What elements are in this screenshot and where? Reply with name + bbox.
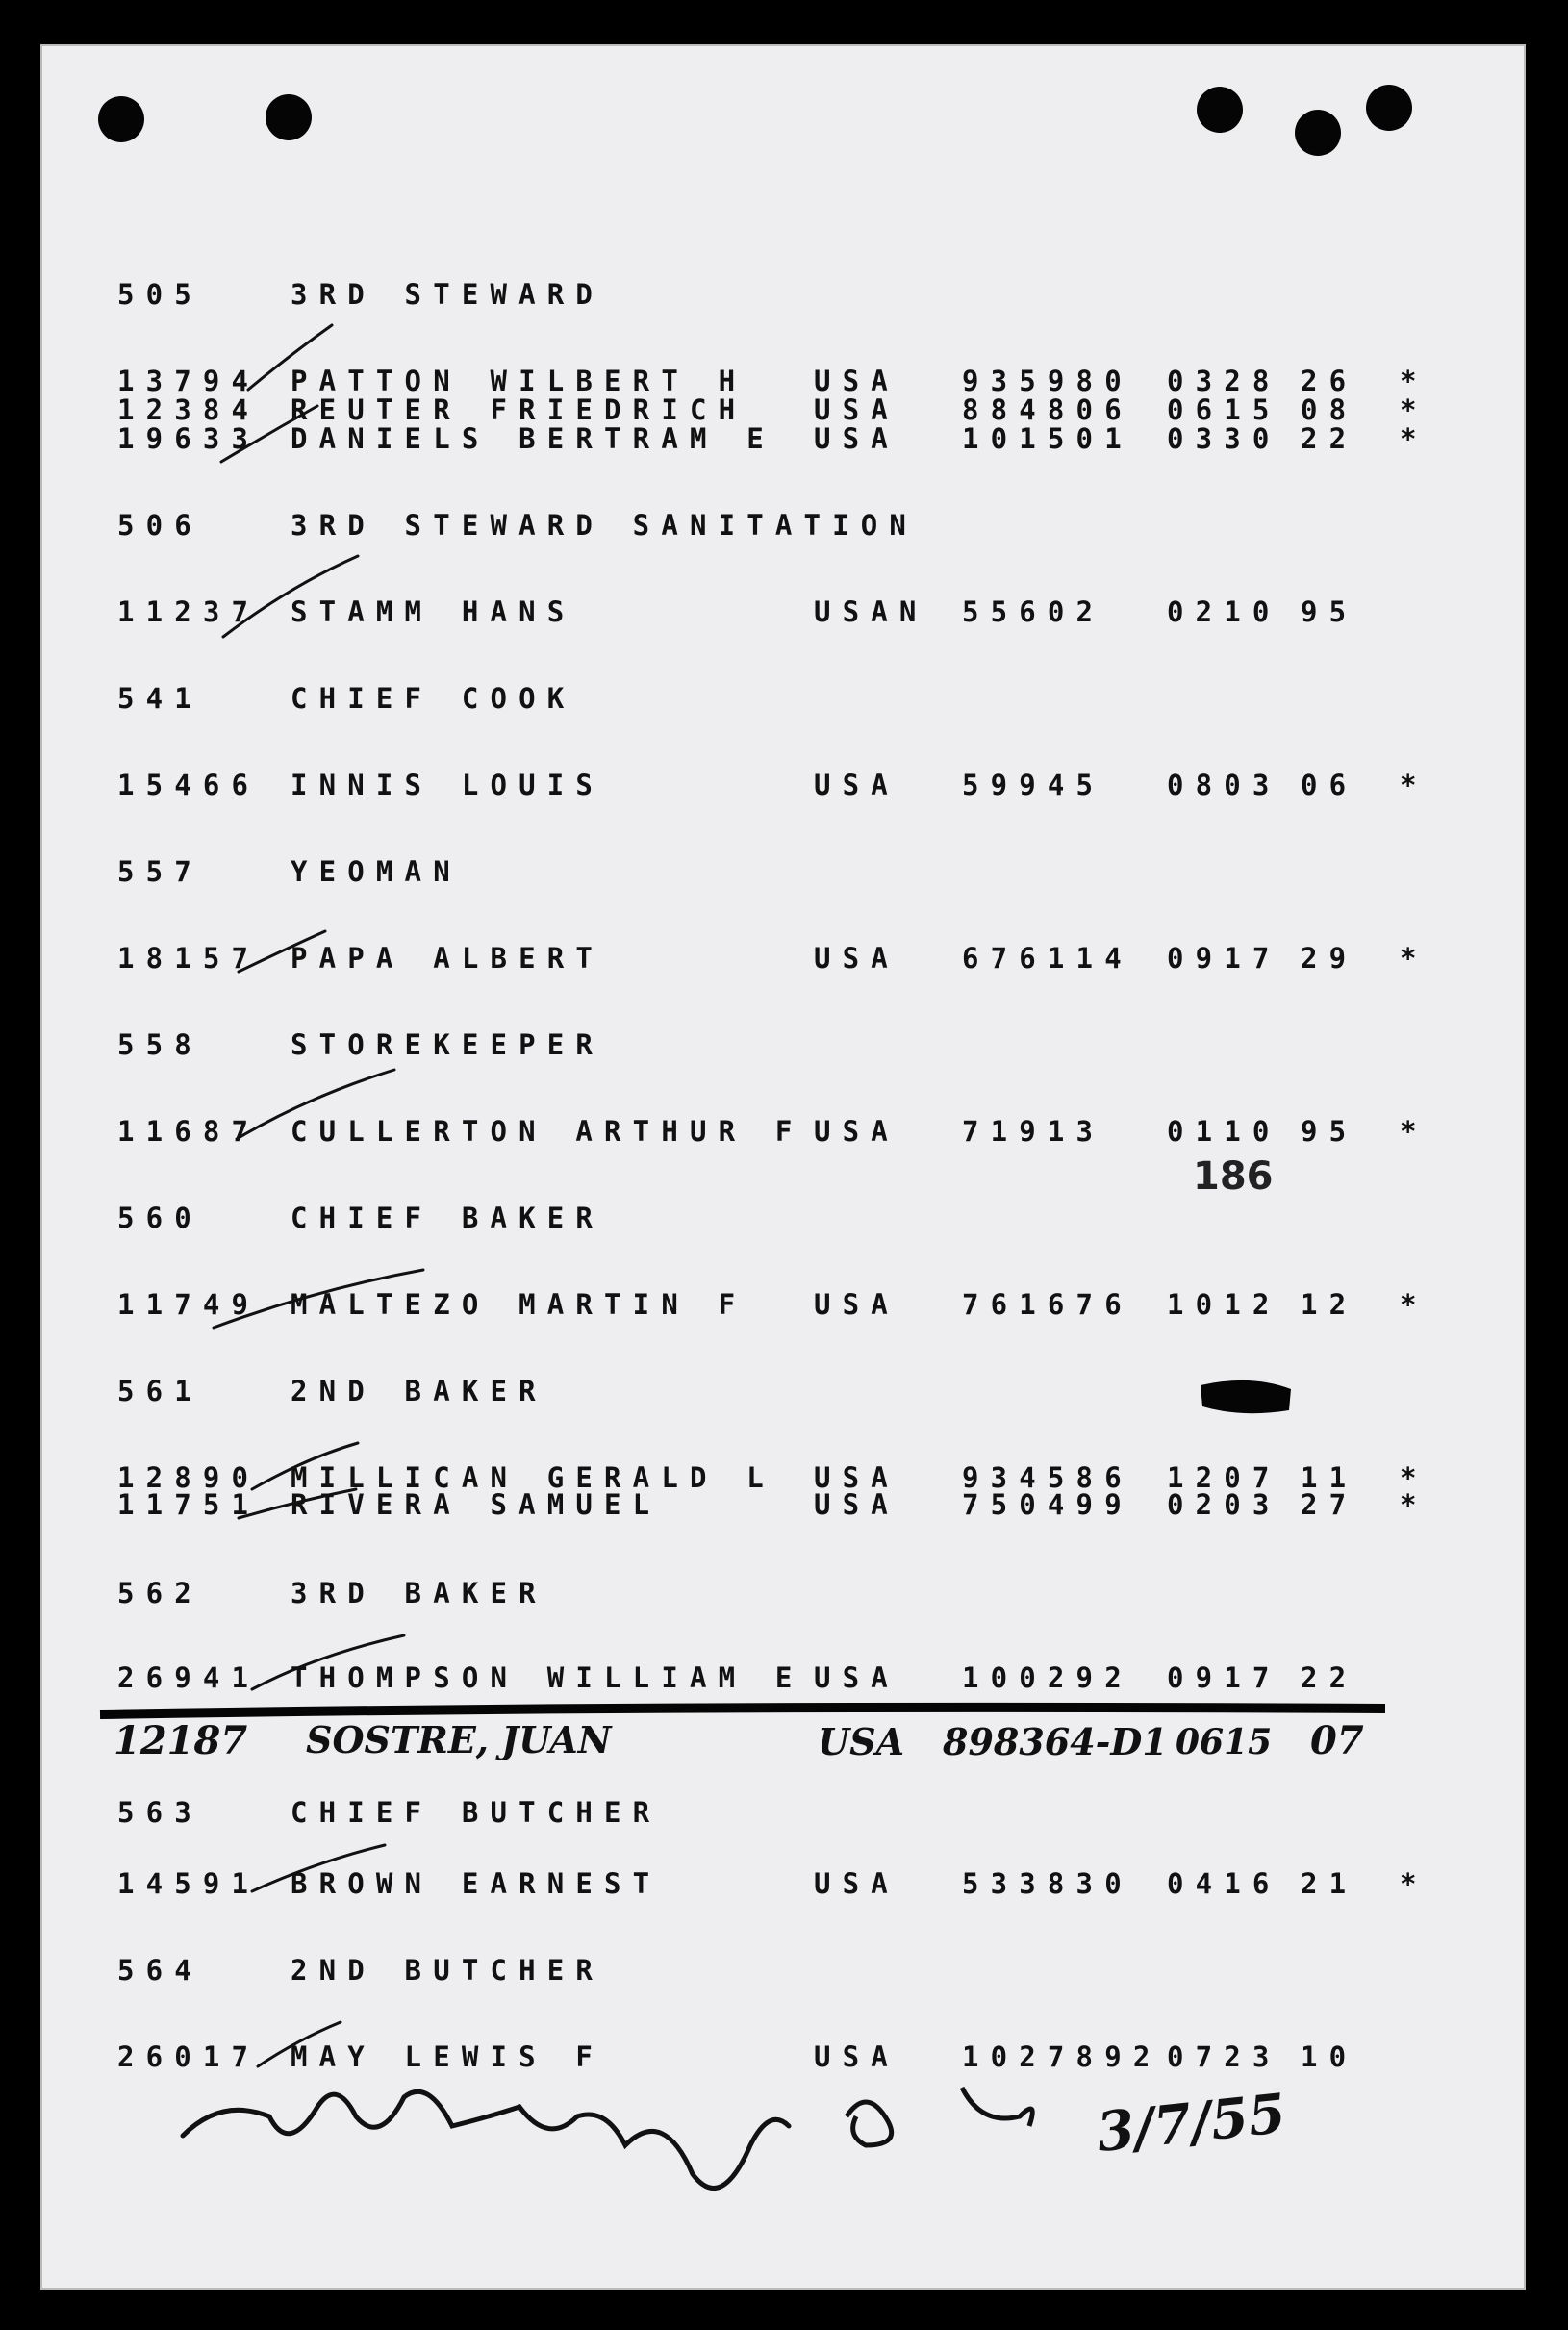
- check-mark: [237, 1070, 394, 1139]
- crew-name: STAMM HANS: [291, 595, 576, 628]
- crew-mark: *: [1400, 1115, 1417, 1148]
- crew-mark: *: [1400, 1867, 1417, 1900]
- ink-blot: [1201, 1380, 1291, 1413]
- crew-amount: 27: [1301, 1488, 1358, 1521]
- section-code: 557: [117, 855, 203, 888]
- signature: [183, 2091, 789, 2188]
- handwritten-amt: 07: [1310, 1718, 1364, 1763]
- section-code: 506: [117, 509, 203, 542]
- crew-name: PATTON WILBERT H: [291, 365, 747, 397]
- crew-date: 0203: [1167, 1488, 1281, 1521]
- crew-nationality: USA: [814, 365, 899, 397]
- handwritten-id: 12187: [114, 1718, 248, 1763]
- check-mark: [258, 2022, 341, 2066]
- strike-line: [100, 1708, 1385, 1714]
- check-mark: [252, 1443, 358, 1489]
- crew-date: 0416: [1167, 1867, 1281, 1900]
- crew-number: 676114: [962, 942, 1133, 975]
- crew-id: 26017: [117, 2040, 261, 2073]
- crew-amount: 08: [1301, 393, 1358, 426]
- crew-number: 71913: [962, 1115, 1105, 1148]
- crew-name: MAY LEWIS F: [291, 2040, 605, 2073]
- crew-name: THOMPSON WILLIAM E: [291, 1661, 804, 1694]
- crew-id: 12384: [117, 393, 261, 426]
- crew-id: 11751: [117, 1488, 261, 1521]
- crew-date: 0803: [1167, 769, 1281, 801]
- crew-id: 11687: [117, 1115, 261, 1148]
- crew-nationality: USA: [814, 942, 899, 975]
- crew-number: 100292: [962, 1661, 1133, 1694]
- crew-name: BROWN EARNEST: [291, 1867, 662, 1900]
- section-title: 2ND BAKER: [291, 1375, 547, 1407]
- section-title: STOREKEEPER: [291, 1028, 605, 1061]
- crew-date: 0330: [1167, 422, 1281, 455]
- crew-id: 26941: [117, 1661, 261, 1694]
- signature-date: 3/7/55: [1094, 2081, 1289, 2165]
- check-mark: [214, 1270, 423, 1328]
- crew-id: 14591: [117, 1867, 261, 1900]
- crew-nationality: USA: [814, 422, 899, 455]
- crew-name: INNIS LOUIS: [291, 769, 605, 801]
- section-title: YEOMAN: [291, 855, 462, 888]
- crew-mark: *: [1400, 393, 1417, 426]
- crew-date: 0723: [1167, 2040, 1281, 2073]
- crew-date: 0328: [1167, 365, 1281, 397]
- handwritten-num: 898364-D1: [943, 1720, 1168, 1763]
- crew-name: DANIELS BERTRAM E: [291, 422, 775, 455]
- crew-nationality: USA: [814, 1661, 899, 1694]
- section-code: 561: [117, 1375, 203, 1407]
- check-mark: [223, 556, 358, 637]
- crew-mark: *: [1400, 422, 1417, 455]
- crew-nationality: USA: [814, 1288, 899, 1321]
- handwritten-date: 0615: [1176, 1722, 1273, 1762]
- section-code: 563: [117, 1796, 203, 1829]
- crew-number: 55602: [962, 595, 1105, 628]
- crew-nationality: USA: [814, 1461, 899, 1494]
- crew-mark: *: [1400, 1488, 1417, 1521]
- section-title: 2ND BUTCHER: [291, 1954, 605, 1987]
- crew-number: 761676: [962, 1288, 1133, 1321]
- crew-id: 11749: [117, 1288, 261, 1321]
- crew-number: 533830: [962, 1867, 1133, 1900]
- crew-name: CULLERTON ARTHUR F: [291, 1115, 804, 1148]
- crew-id: 15466: [117, 769, 261, 801]
- check-mark: [252, 1845, 385, 1891]
- crew-date: 0615: [1167, 393, 1281, 426]
- crew-amount: 12: [1301, 1288, 1358, 1321]
- crew-name: RIVERA SAMUEL: [291, 1488, 662, 1521]
- crew-number: 934586: [962, 1461, 1133, 1494]
- check-mark: [239, 1489, 356, 1518]
- section-code: 564: [117, 1954, 203, 1987]
- crew-number: 101501: [962, 422, 1133, 455]
- crew-number: 884806: [962, 393, 1133, 426]
- crew-amount: 10: [1301, 2040, 1358, 2073]
- crew-nationality: USA: [814, 2040, 899, 2073]
- crew-amount: 06: [1301, 769, 1358, 801]
- signature: [962, 2088, 1032, 2126]
- check-mark: [252, 1635, 404, 1689]
- section-title: 3RD STEWARD SANITATION: [291, 509, 919, 542]
- crew-number: 750499: [962, 1488, 1133, 1521]
- crew-nationality: USA: [814, 393, 899, 426]
- check-mark: [239, 931, 325, 972]
- crew-nationality: USA: [814, 769, 899, 801]
- section-title: 3RD BAKER: [291, 1577, 547, 1609]
- page-number-stamp: 186: [1193, 1154, 1274, 1199]
- crew-amount: 22: [1301, 1661, 1358, 1694]
- crew-date: 1207: [1167, 1461, 1281, 1494]
- crew-amount: 11: [1301, 1461, 1358, 1494]
- section-code: 562: [117, 1577, 203, 1609]
- section-code: 558: [117, 1028, 203, 1061]
- crew-id: 12890: [117, 1461, 261, 1494]
- crew-id: 18157: [117, 942, 261, 975]
- signature: [847, 2102, 892, 2145]
- crew-number: 59945: [962, 769, 1105, 801]
- handwritten-name: SOSTRE, JUAN: [306, 1718, 612, 1761]
- crew-amount: 95: [1301, 595, 1358, 628]
- section-title: 3RD STEWARD: [291, 278, 605, 311]
- crew-nationality: USAN: [814, 595, 928, 628]
- section-title: CHIEF COOK: [291, 682, 576, 715]
- crew-nationality: USA: [814, 1867, 899, 1900]
- crew-date: 0917: [1167, 1661, 1281, 1694]
- crew-id: 19633: [117, 422, 261, 455]
- crew-amount: 26: [1301, 365, 1358, 397]
- crew-amount: 21: [1301, 1867, 1358, 1900]
- handwritten-nat: USA: [818, 1720, 905, 1763]
- crew-mark: *: [1400, 1461, 1417, 1494]
- crew-amount: 95: [1301, 1115, 1358, 1148]
- crew-id: 11237: [117, 595, 261, 628]
- crew-nationality: USA: [814, 1115, 899, 1148]
- crew-name: MILLICAN GERALD L: [291, 1461, 775, 1494]
- crew-name: PAPA ALBERT: [291, 942, 605, 975]
- crew-mark: *: [1400, 365, 1417, 397]
- crew-mark: *: [1400, 942, 1417, 975]
- section-title: CHIEF BAKER: [291, 1202, 605, 1234]
- crew-amount: 22: [1301, 422, 1358, 455]
- section-code: 560: [117, 1202, 203, 1234]
- crew-date: 0917: [1167, 942, 1281, 975]
- crew-name: MALTEZO MARTIN F: [291, 1288, 747, 1321]
- crew-date: 0210: [1167, 595, 1281, 628]
- crew-mark: *: [1400, 1288, 1417, 1321]
- crew-date: 1012: [1167, 1288, 1281, 1321]
- section-code: 541: [117, 682, 203, 715]
- check-mark: [248, 325, 332, 390]
- crew-mark: *: [1400, 769, 1417, 801]
- crew-amount: 29: [1301, 942, 1358, 975]
- crew-nationality: USA: [814, 1488, 899, 1521]
- crew-date: 0110: [1167, 1115, 1281, 1148]
- section-title: CHIEF BUTCHER: [291, 1796, 662, 1829]
- crew-number: 1027892: [962, 2040, 1162, 2073]
- crew-name: REUTER FRIEDRICH: [291, 393, 747, 426]
- crew-number: 935980: [962, 365, 1133, 397]
- crew-id: 13794: [117, 365, 261, 397]
- section-code: 505: [117, 278, 203, 311]
- check-mark: [221, 406, 317, 462]
